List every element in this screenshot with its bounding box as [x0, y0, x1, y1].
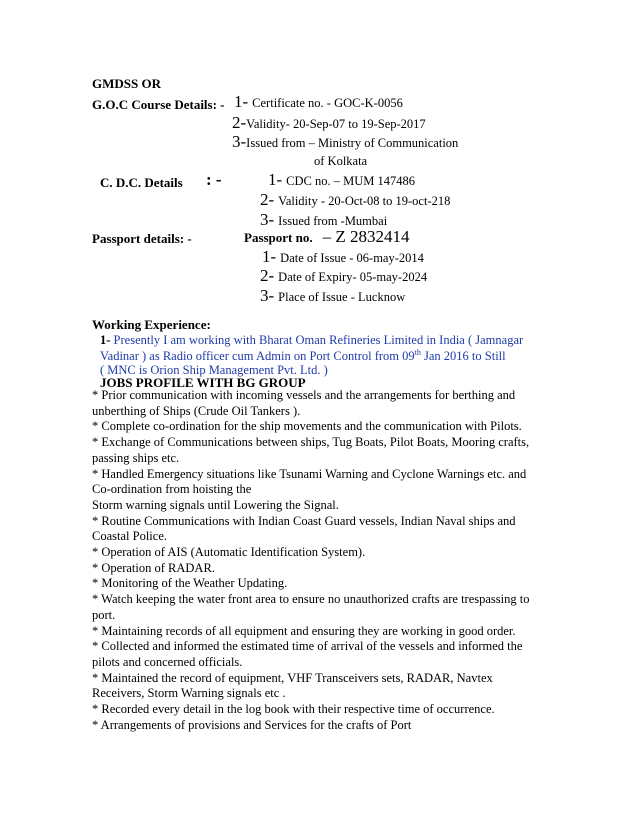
jobs-line: * Handled Emergency situations like Tsunami Warning and Cyclone Warnings etc. and — [92, 466, 527, 481]
jobs-line: * Arrangements of provisions and Services for the crafts of Port — [92, 717, 412, 732]
passport-number — [244, 227, 410, 247]
passport-item-1-num: 1- — [262, 247, 277, 266]
cdc-item-1-num: 1- — [268, 170, 283, 189]
jobs-line: Co-ordination from hoisting the — [92, 482, 252, 497]
jobs-line: * Exchange of Communications between ships, Tug Boats, Pilot Boats, Mooring crafts, — [92, 435, 530, 450]
work-line-1 — [100, 333, 523, 348]
jobs-line: port. — [92, 607, 116, 622]
goc-item-1 — [234, 92, 403, 112]
work-line-3: ( MNC is Orion Ship Management Pvt. Ltd. ) — [100, 363, 328, 377]
passport-item-1-text: Date of Issue - 06-may-2014 — [280, 251, 424, 265]
jobs-list — [92, 388, 542, 733]
passport-no-value: – Z 2832414 — [322, 227, 410, 246]
work-num: 1- — [100, 333, 111, 347]
cdc-item-1-text: CDC no. – MUM 147486 — [286, 174, 416, 188]
passport-label: Passport details: - — [92, 231, 192, 246]
jobs-line: Receivers, Storm Warning signals etc . — [92, 686, 286, 701]
passport-item-2-num: 2- — [260, 266, 275, 285]
jobs-line: * Operation of AIS (Automatic Identification System). — [92, 545, 366, 560]
jobs-line: passing ships etc. — [92, 450, 180, 465]
passport-item-1 — [262, 247, 424, 267]
goc-continuation: of Kolkata — [314, 154, 368, 168]
goc-label: G.O.C Course Details: - — [92, 97, 225, 112]
cdc-item-2 — [260, 190, 450, 210]
cdc-item-3-text: Issued from -Mumbai — [278, 214, 388, 228]
jobs-line: * Collected and informed the estimated time of arrival of the vessels and informed the — [92, 639, 523, 654]
passport-item-2-text: Date of Expiry- 05-may-2024 — [278, 270, 428, 284]
jobs-profile-heading: JOBS PROFILE WITH BG GROUP — [100, 375, 306, 390]
goc-item-3 — [232, 132, 458, 152]
cdc-label: C. D.C. Details — [100, 175, 183, 190]
work-line-2 — [100, 348, 506, 364]
work-line-2a: Vadinar ) as Radio officer cum Admin on Port Control from 09 — [100, 349, 415, 364]
goc-item-2 — [232, 113, 426, 133]
jobs-line: * Recorded every detail in the log book with their respective time of occurrence. — [92, 702, 495, 717]
cdc-item-2-text: Validity - 20-Oct-08 to 19-oct-218 — [278, 194, 451, 208]
jobs-line: * Maintained the record of equipment, VHF Transceivers sets, RADAR, Navtex — [92, 670, 493, 685]
jobs-line: * Operation of RADAR. — [92, 560, 215, 575]
passport-item-3-text: Place of Issue - Lucknow — [278, 290, 406, 304]
passport-item-3-num: 3- — [260, 286, 275, 305]
jobs-line: * Prior communication with incoming vessels and the arrangements for berthing and — [92, 388, 516, 402]
cdc-colon: : - — [206, 170, 222, 189]
jobs-line: pilots and concerned officials. — [92, 654, 243, 669]
passport-item-3 — [260, 286, 405, 306]
passport-no-label: Passport no. — [244, 230, 313, 245]
jobs-line: * Monitoring of the Weather Updating. — [92, 576, 288, 591]
jobs-line: * Maintaining records of all equipment and ensuring they are working in good order. — [92, 623, 516, 638]
jobs-line: * Watch keeping the water front area to ensure no unauthorized crafts are trespassing to — [92, 592, 530, 607]
jobs-line: Coastal Police. — [92, 529, 167, 544]
work-line-2-sup: th — [414, 348, 421, 357]
goc-item-1-text: Certificate no. - GOC-K-0056 — [252, 96, 403, 110]
goc-item-3-num: 3- — [232, 132, 247, 151]
cdc-item-3-num: 3- — [260, 210, 275, 229]
goc-item-2-num: 2- — [232, 113, 247, 132]
cdc-item-1 — [268, 170, 415, 190]
cdc-item-2-num: 2- — [260, 190, 275, 209]
jobs-line: * Routine Communications with Indian Coast Guard vessels, Indian Naval ships and — [92, 513, 516, 528]
goc-item-2-text: Validity- 20-Sep-07 to 19-Sep-2017 — [246, 117, 426, 131]
jobs-line: * Complete co-ordination for the ship movements and the communication with Pilots. — [92, 419, 522, 434]
passport-item-2 — [260, 266, 427, 286]
jobs-line: unberthing of Ships (Crude Oil Tankers ). — [92, 403, 301, 418]
work-heading: Working Experience: — [92, 317, 211, 332]
section-heading-gmdss: GMDSS OR — [92, 76, 161, 91]
goc-item-3-text: Issued from – Ministry of Communication — [246, 136, 459, 150]
jobs-line: Storm warning signals until Lowering the Signal. — [92, 497, 339, 512]
work-line-2b: Jan 2016 to Still — [420, 349, 506, 364]
work-line-1-text: Presently I am working with Bharat Oman Refineries Limited in India ( Jamnagar — [113, 333, 524, 347]
goc-item-1-num: 1- — [234, 92, 249, 111]
